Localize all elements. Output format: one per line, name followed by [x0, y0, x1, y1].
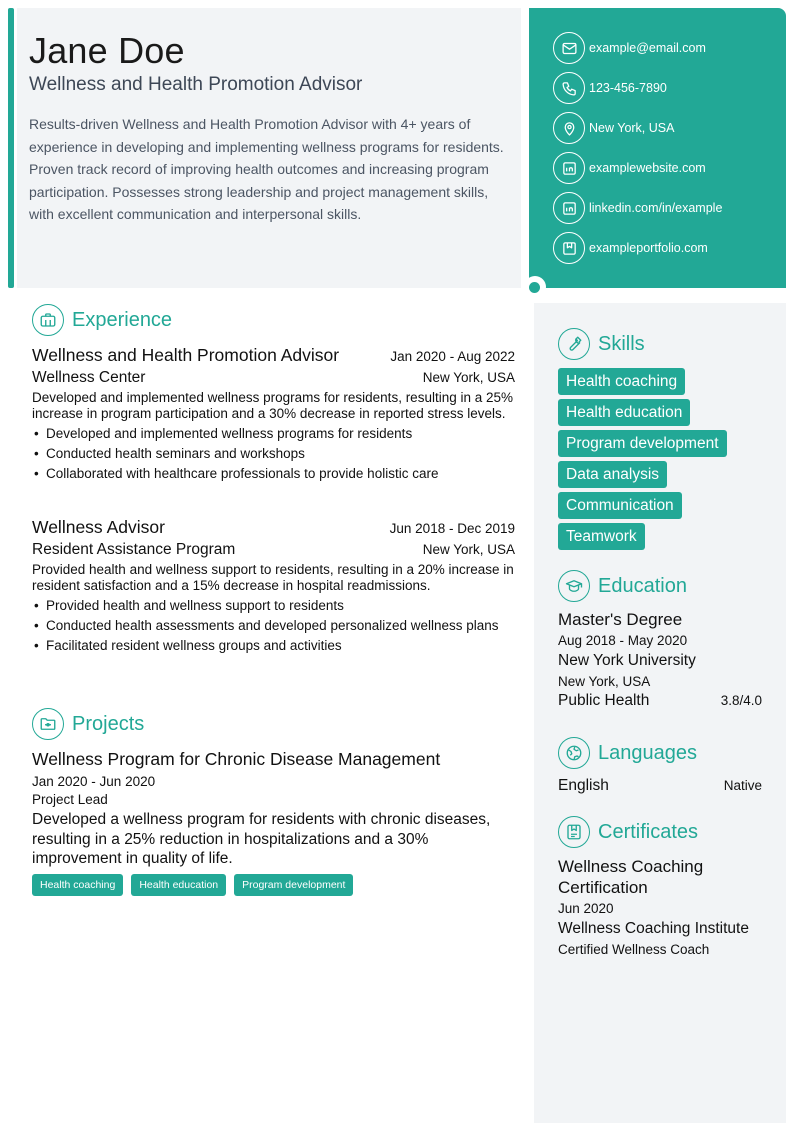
skills-list	[558, 368, 727, 550]
skill-tag: Data analysis	[558, 461, 667, 488]
graduation-cap-icon	[558, 570, 590, 602]
location-pin-icon	[553, 112, 585, 144]
contact-phone[interactable]	[553, 72, 667, 104]
job-organization: Wellness Center	[32, 369, 146, 386]
project-tags	[32, 874, 515, 896]
project-tag: Health education	[131, 874, 226, 896]
job-bullet: • Facilitated resident wellness groups and activities	[32, 638, 515, 654]
skill-tag: Health education	[558, 399, 690, 426]
certificate-icon	[558, 816, 590, 848]
contact-linkedin-text: linkedin.com/in/example	[589, 201, 723, 215]
globe-icon	[558, 737, 590, 769]
skill-tag: Communication	[558, 492, 682, 519]
certificate-issuer: Wellness Coaching Institute	[558, 920, 749, 937]
contact-panel	[529, 8, 786, 288]
job-organization: Resident Assistance Program	[32, 541, 236, 558]
contact-portfolio[interactable]	[553, 232, 708, 264]
wrench-icon	[558, 328, 590, 360]
projects-title: Projects	[72, 712, 145, 735]
linkedin-icon	[553, 192, 585, 224]
summary-text: Results-driven Wellness and Health Promotion Advisor with 4+ years of experience in developing and implementing wellness programs for residents. Proven track record of improving health outcomes and increasing program participation. Possesses strong leadership and project management skills, with excellent communication and interpersonal skills.	[29, 116, 504, 223]
contact-website[interactable]	[553, 152, 706, 184]
project-title: Wellness Program for Chronic Disease Management	[32, 749, 441, 769]
job-date: Jun 2018 - Dec 2019	[389, 521, 515, 536]
education-degree: Master's Degree	[558, 610, 683, 629]
project-tag: Program development	[234, 874, 353, 896]
job-location: New York, USA	[422, 370, 515, 385]
portfolio-icon	[553, 232, 585, 264]
contact-location	[553, 112, 674, 144]
project-date: Jan 2020 - Jun 2020	[32, 774, 156, 789]
linkedin-icon	[553, 152, 585, 184]
skills-heading	[558, 328, 645, 360]
job-bullet: • Collaborated with healthcare professionals to provide holistic care	[32, 466, 515, 482]
phone-icon	[553, 72, 585, 104]
skill-tag: Health coaching	[558, 368, 685, 395]
certificates-title: Certificates	[598, 820, 699, 843]
skill-tag: Program development	[558, 430, 727, 457]
job-bullet: • Provided health and wellness support to residents	[32, 598, 515, 614]
education-field: Public Health	[558, 692, 650, 709]
job-description: Provided health and wellness support to residents, resulting in a 20% increase in resident satisfaction and a 15% decrease in hospital readmissions.	[32, 562, 514, 593]
contact-email-text: example@email.com	[589, 41, 706, 55]
project-entry	[32, 749, 515, 896]
job-bullet: • Conducted health assessments and developed personalized wellness plans	[32, 618, 515, 634]
skills-title: Skills	[598, 332, 645, 355]
job-bullets	[32, 598, 515, 654]
job-entry	[32, 345, 515, 486]
skill-tag: Teamwork	[558, 523, 645, 550]
language-level: Native	[723, 778, 762, 793]
project-description: Developed a wellness program for residents with chronic diseases, resulting in a 25% reduction in hospitalizations and a 30% improvement in quality of life.	[32, 811, 491, 867]
languages-title: Languages	[598, 741, 697, 764]
job-description: Developed and implemented wellness programs for residents, resulting in a 25% increase in program participation and a 30% decrease in reported stress levels.	[32, 390, 514, 421]
timeline-dot	[524, 276, 546, 298]
folder-icon	[32, 708, 64, 740]
certificate-date: Jun 2020	[558, 901, 614, 916]
experience-heading	[32, 304, 172, 336]
job-bullets	[32, 426, 515, 482]
header-accent-bar	[8, 8, 14, 288]
briefcase-icon	[32, 304, 64, 336]
mail-icon	[553, 32, 585, 64]
language-name: English	[558, 777, 609, 794]
job-date: Jan 2020 - Aug 2022	[390, 349, 515, 364]
education-title: Education	[598, 574, 687, 597]
experience-title: Experience	[72, 308, 173, 331]
certificate-name: Wellness Coaching Certification	[558, 857, 704, 897]
job-title: Wellness and Health Promotion Advisor	[32, 345, 340, 365]
education-location: New York, USA	[558, 674, 651, 689]
contact-email[interactable]	[553, 32, 706, 64]
language-entry	[558, 777, 762, 795]
certificate-entry	[558, 856, 762, 957]
candidate-title: Wellness and Health Promotion Advisor	[29, 74, 363, 95]
education-school: New York University	[558, 652, 696, 669]
project-tag: Health coaching	[32, 874, 123, 896]
contact-portfolio-text: exampleportfolio.com	[589, 241, 708, 255]
certificate-credential: Certified Wellness Coach	[558, 942, 710, 957]
education-heading	[558, 570, 687, 602]
education-entry	[558, 610, 762, 710]
header-panel	[17, 8, 521, 288]
education-gpa: 3.8/4.0	[720, 693, 762, 708]
education-date: Aug 2018 - May 2020	[558, 633, 688, 648]
certificates-heading	[558, 816, 698, 848]
contact-phone-text: 123-456-7890	[589, 81, 667, 95]
job-bullet: • Developed and implemented wellness programs for residents	[32, 426, 515, 442]
contact-website-text: examplewebsite.com	[589, 161, 706, 175]
languages-heading	[558, 737, 697, 769]
job-bullet: • Conducted health seminars and workshops	[32, 446, 515, 462]
projects-heading	[32, 708, 144, 740]
project-role: Project Lead	[32, 792, 108, 807]
job-location: New York, USA	[422, 542, 515, 557]
candidate-name: Jane Doe	[29, 30, 185, 71]
contact-location-text: New York, USA	[589, 121, 675, 135]
contact-linkedin[interactable]	[553, 192, 722, 224]
job-entry	[32, 517, 515, 658]
job-title: Wellness Advisor	[32, 517, 165, 537]
